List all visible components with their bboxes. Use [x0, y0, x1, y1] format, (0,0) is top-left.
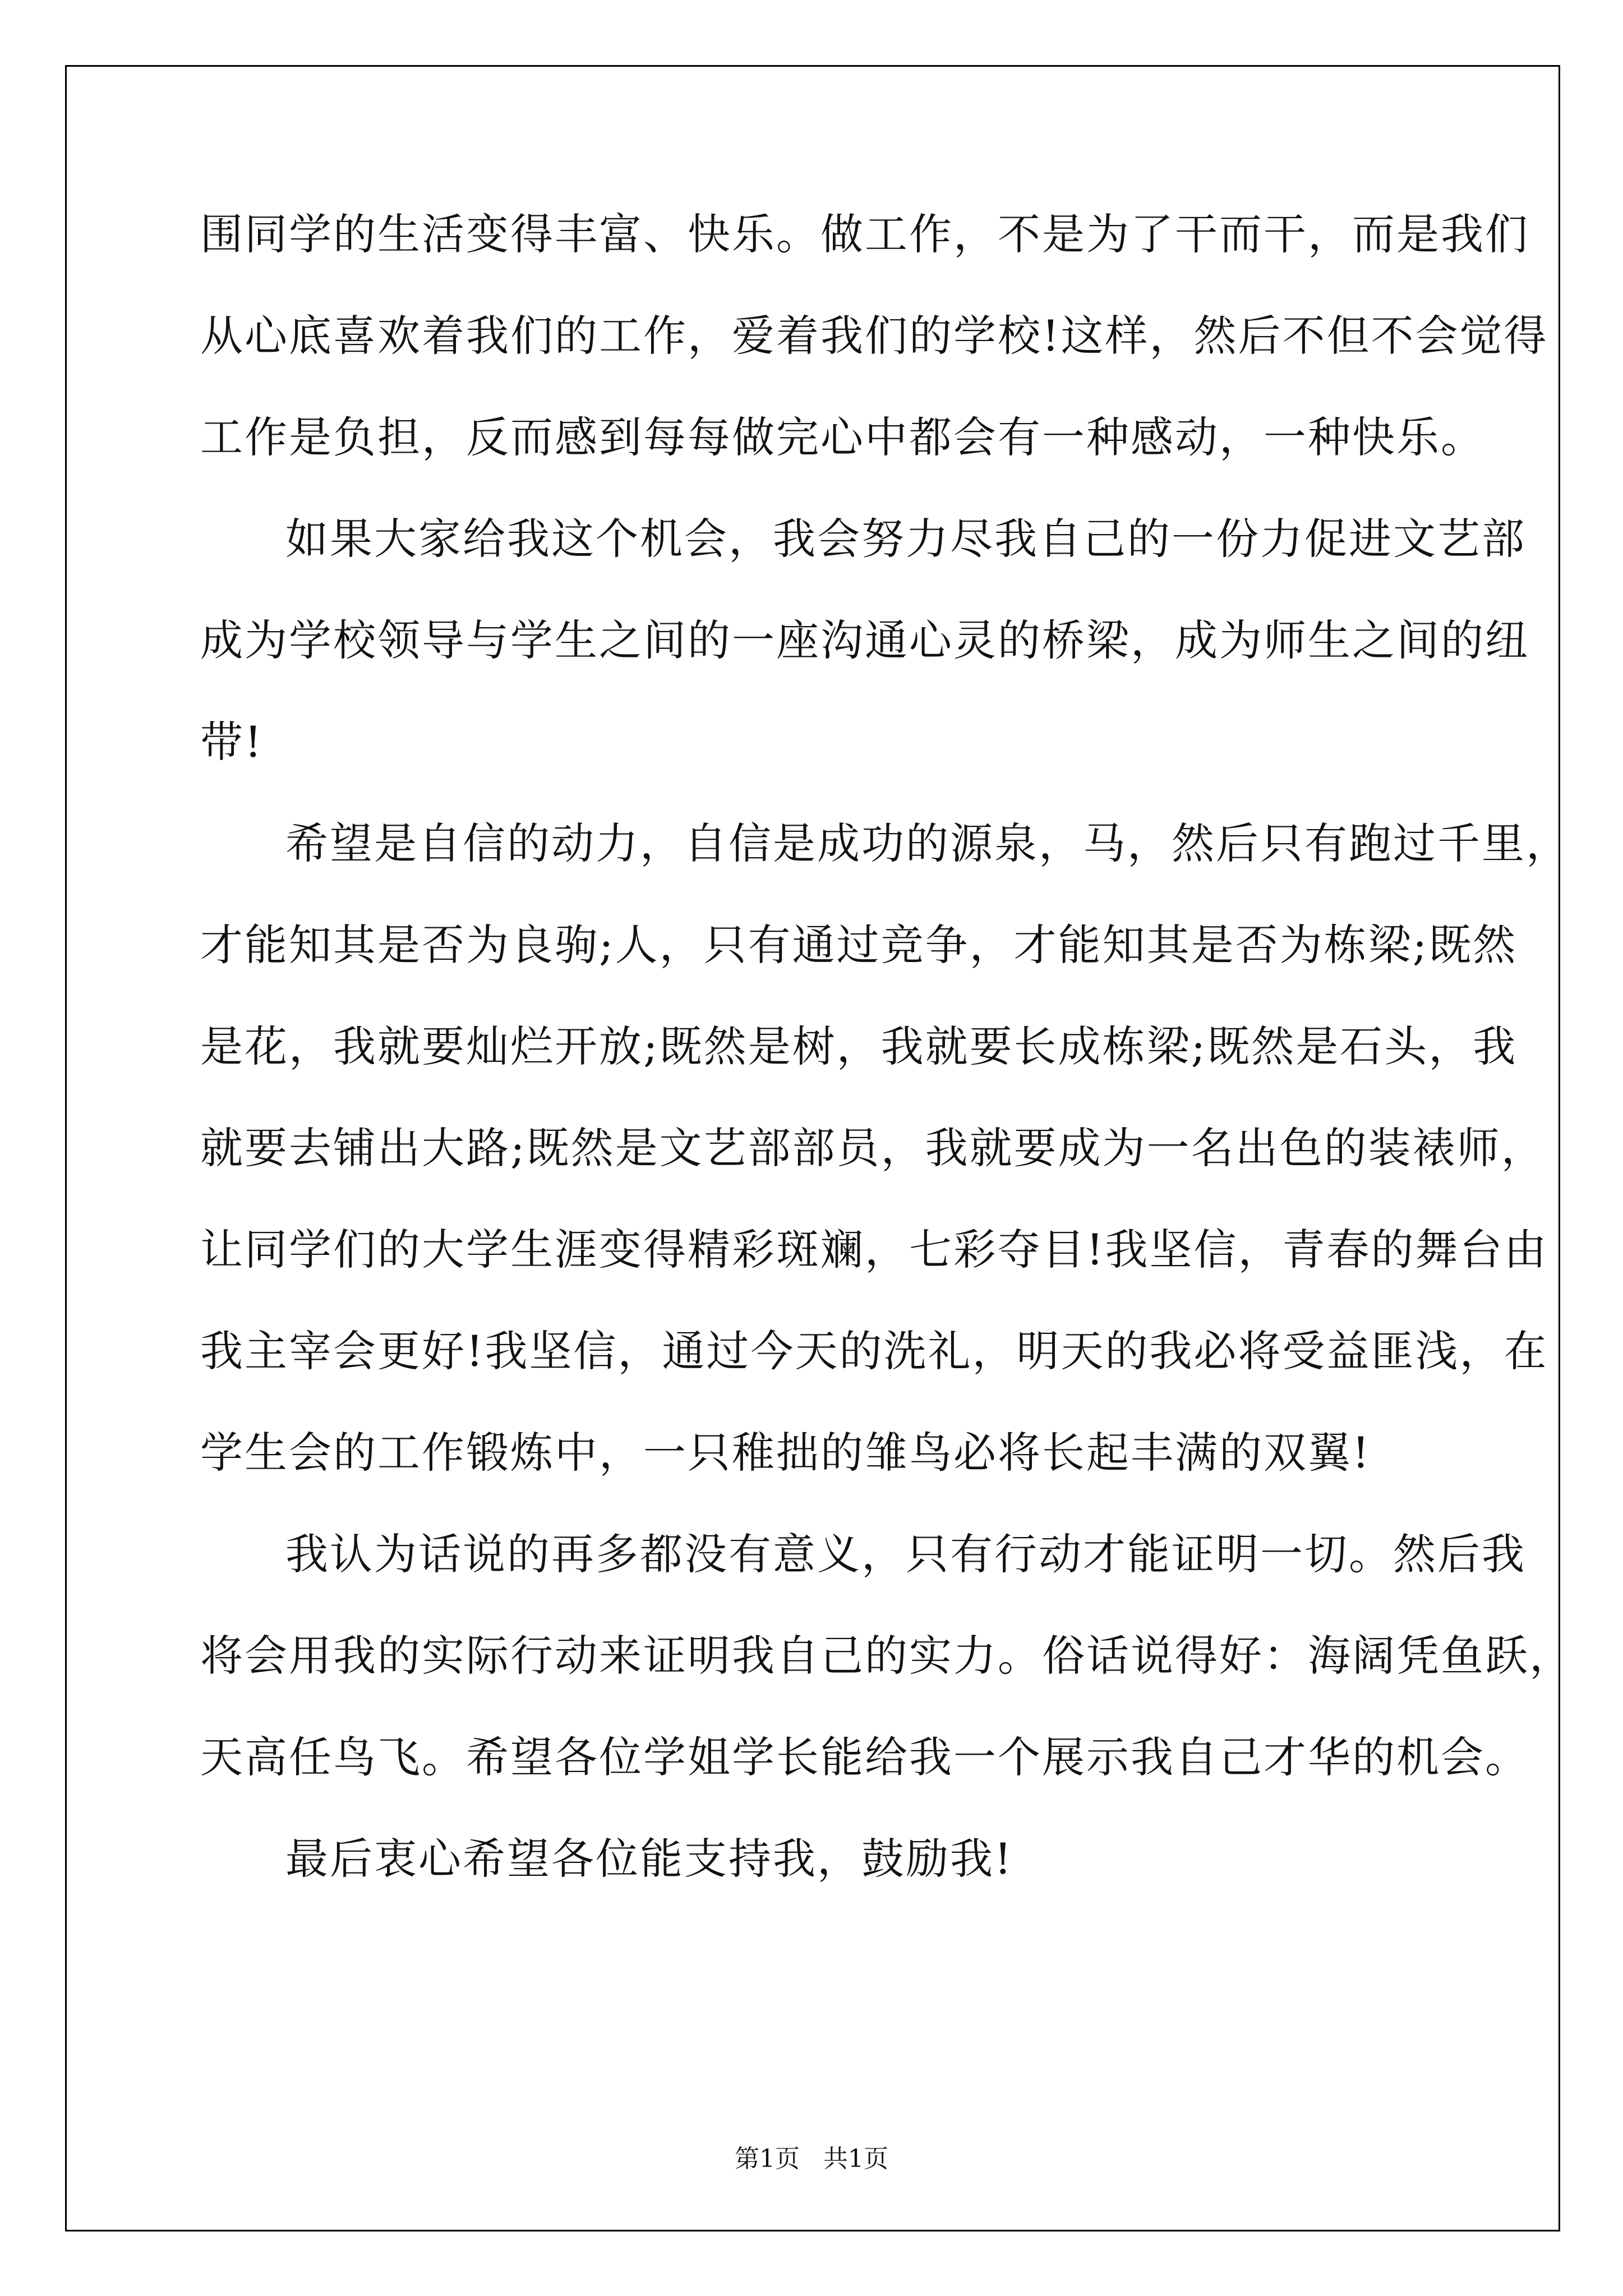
text-line-15: 将会用我的实际行动来证明我自己的实力。俗话说得好：海阔凭鱼跃， [200, 1631, 1574, 1681]
text-line-9: 是花，我就要灿烂开放;既然是树，我就要长成栋梁;既然是石头，我 [200, 1022, 1518, 1071]
text-line-17: 最后衷心希望各位能支持我，鼓励我! [285, 1834, 1013, 1884]
text-line-2: 从心底喜欢着我们的工作，爱着我们的学校!这样，然后不但不会觉得 [200, 311, 1548, 361]
document-body [200, 209, 1574, 1939]
text-line-10: 就要去铺出大路;既然是文艺部部员，我就要成为一名出色的装裱师， [200, 1123, 1546, 1173]
text-line-13: 学生会的工作锻炼中，一只稚拙的雏鸟必将长起丰满的双翼! [200, 1428, 1371, 1478]
text-line-6: 带! [200, 717, 264, 767]
text-line-12: 我主宰会更好!我坚信，通过今天的洗礼，明天的我必将受益匪浅，在 [200, 1326, 1548, 1376]
text-line-7: 希望是自信的动力，自信是成功的源泉，马，然后只有跑过千里， [285, 818, 1570, 868]
text-line-1: 围同学的生活变得丰富、快乐。做工作，不是为了干而干，而是我们 [200, 209, 1529, 259]
text-line-3: 工作是负担，反而感到每每做完心中都会有一种感动，一种快乐。 [200, 412, 1485, 462]
text-line-5: 成为学校领导与学生之间的一座沟通心灵的桥梁，成为师生之间的纽 [200, 615, 1529, 665]
text-line-8: 才能知其是否为良驹;人，只有通过竞争，才能知其是否为栋梁;既然 [200, 920, 1518, 970]
text-line-14: 我认为话说的再多都没有意义，只有行动才能证明一切。然后我 [285, 1529, 1526, 1579]
text-line-4: 如果大家给我这个机会，我会努力尽我自己的一份力促进文艺部 [285, 514, 1526, 564]
text-line-16: 天高任鸟飞。希望各位学姐学长能给我一个展示我自己才华的机会。 [200, 1732, 1529, 1782]
text-line-11: 让同学们的大学生涯变得精彩斑斓，七彩夺目!我坚信，青春的舞台由 [200, 1225, 1548, 1274]
page-number-footer: 第1页 共1页 [735, 2145, 888, 2173]
